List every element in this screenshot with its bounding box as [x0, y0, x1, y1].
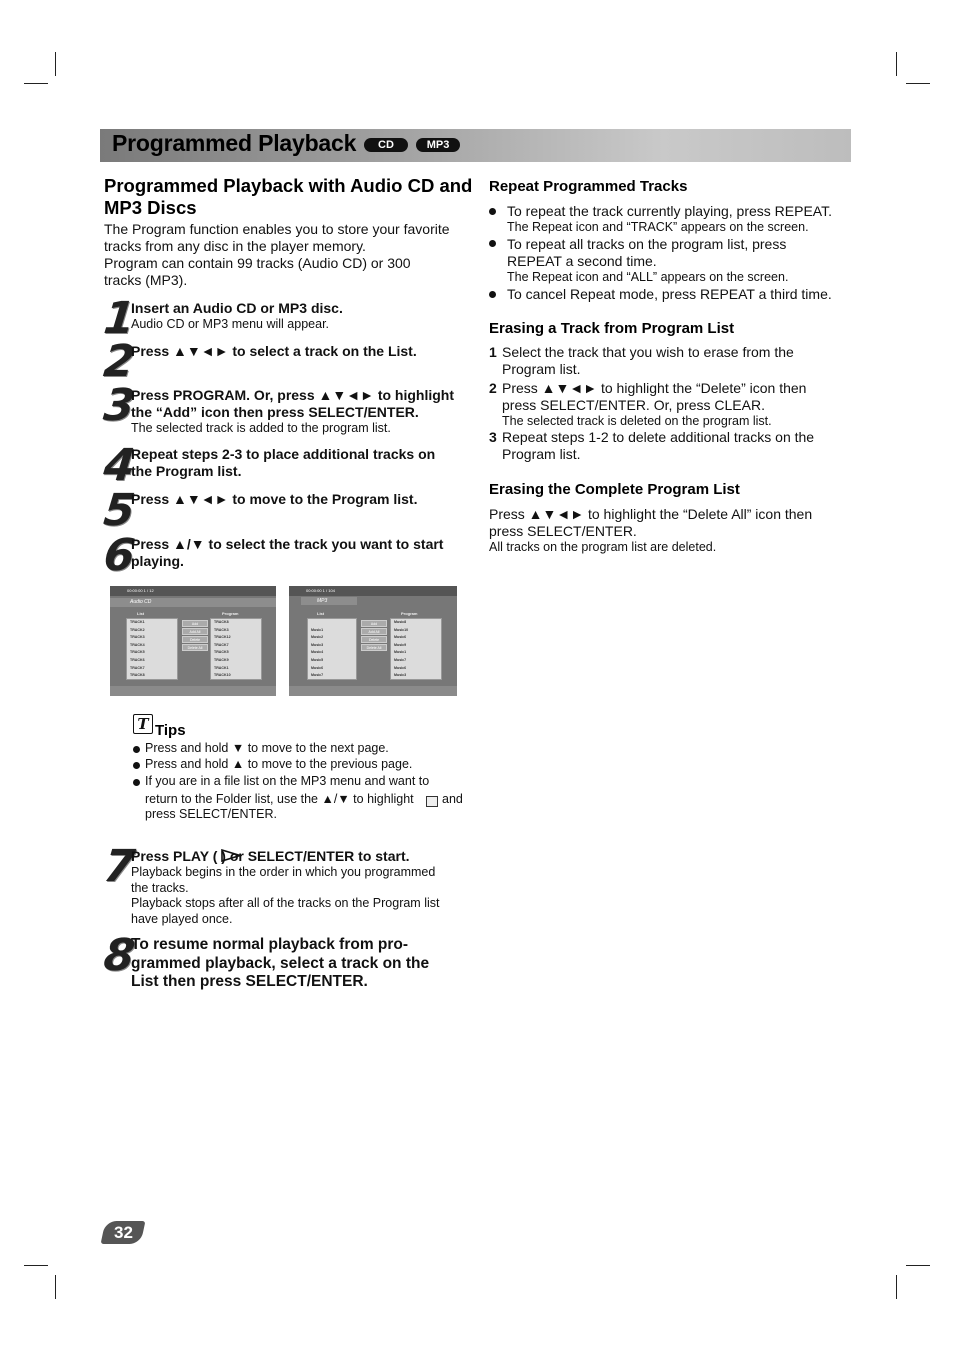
- step-instruction: grammed playback, select a track on the: [131, 954, 430, 972]
- program-list: [210, 618, 262, 680]
- list-item: Music2: [311, 635, 324, 640]
- erase-all-body: [489, 506, 849, 556]
- crop-mark: [24, 83, 48, 84]
- tip-item: Press and hold ▲ to move to the previous page.: [145, 757, 413, 771]
- step-instruction: To resume normal playback from pro-: [131, 936, 409, 953]
- list-item: Music6: [311, 665, 324, 670]
- program-item: Music6: [394, 635, 407, 640]
- tips-title: Tips: [155, 722, 186, 739]
- repeat-item: To repeat all tracks on the program list, press: [507, 236, 787, 252]
- program-item: Music9: [394, 642, 407, 647]
- intro-text: [104, 221, 474, 289]
- program-item: Music7: [394, 657, 407, 662]
- list-number: 1: [489, 344, 497, 360]
- track-list: [307, 618, 357, 680]
- crop-mark: [55, 52, 56, 76]
- program-item: Music8: [394, 620, 407, 624]
- step-instruction: List then press SELECT/ENTER.: [131, 973, 368, 990]
- list-item: Music5: [311, 657, 324, 662]
- bullet: [133, 779, 140, 786]
- erase-line: Program list.: [502, 446, 581, 462]
- delete-all-button: Delete All: [182, 644, 208, 651]
- step-number: 7: [101, 841, 136, 892]
- tip-item: If you are in a file list on the MP3 menu and want to: [145, 774, 430, 788]
- step-note: Playback begins in the order in which you programmed: [131, 865, 436, 879]
- intro-line: Program can contain 99 tracks (Audio CD) or 300: [104, 255, 411, 271]
- repeat-item: To repeat the track currently playing, press REPEAT.: [507, 203, 832, 219]
- list-number: 2: [489, 380, 497, 396]
- list-item: TRACK6: [130, 657, 145, 662]
- step-instruction: Insert an Audio CD or MP3 disc.: [131, 300, 343, 316]
- list-item: Music7: [311, 673, 324, 678]
- repeat-note: The Repeat icon and “ALL” appears on the screen.: [507, 270, 789, 284]
- screen-footer: [289, 686, 457, 696]
- program-item: Music3: [394, 673, 407, 678]
- program-item: TRACK3: [214, 627, 229, 632]
- step-number: 8: [101, 930, 136, 981]
- step-5: [131, 491, 471, 508]
- track-list: [126, 618, 178, 680]
- bullet: [489, 240, 496, 247]
- erase-item: [502, 380, 847, 430]
- step-6: [131, 536, 476, 570]
- list-item: Music1: [311, 627, 324, 632]
- mp3-menu-screenshot: [289, 586, 457, 696]
- section-header-bar: [100, 129, 851, 162]
- step-note: Playback stops after all of the tracks on the Program list: [131, 896, 440, 910]
- erase-line: Program list.: [502, 361, 581, 377]
- step-8: [131, 936, 476, 992]
- step-4: [131, 446, 476, 480]
- crop-mark: [906, 1265, 930, 1266]
- crop-mark: [24, 1265, 48, 1266]
- program-item: TRACK9: [214, 657, 229, 662]
- program-item: TRACK12: [214, 635, 231, 640]
- mp3-badge: MP3: [416, 138, 460, 152]
- list-item: Music3: [311, 642, 324, 647]
- step-instruction: Press ▲▼◄► to select a track on the List.: [131, 343, 417, 359]
- step-number: 3: [101, 380, 136, 431]
- step-instruction: Press ▲▼◄► to move to the Program list.: [131, 491, 418, 507]
- step-number: 6: [101, 530, 136, 581]
- folder-up-item: [311, 619, 356, 627]
- crop-mark: [896, 52, 897, 76]
- crop-mark: [896, 1275, 897, 1299]
- erase-track-heading: Erasing a Track from Program List: [489, 320, 735, 337]
- step-instruction: the Program list.: [131, 463, 242, 479]
- erase-all-line: press SELECT/ENTER.: [489, 523, 637, 539]
- page-number: [101, 1221, 146, 1244]
- program-item: TRACK5: [214, 650, 229, 655]
- crop-mark: [55, 1275, 56, 1299]
- repeat-item: To cancel Repeat mode, press REPEAT a third time.: [507, 286, 832, 302]
- erase-all-note: All tracks on the program list are deleted.: [489, 540, 717, 554]
- program-item: Music10: [394, 627, 409, 632]
- disc-type-band: MP3: [301, 597, 357, 605]
- status-bar: 00:00:00 1 / 104: [289, 586, 457, 596]
- intro-line: tracks from any disc in the player memory.: [104, 238, 366, 254]
- erase-line: Press ▲▼◄► to highlight the “Delete” icon then: [502, 380, 807, 396]
- program-item: TRACK7: [214, 642, 229, 647]
- tip-item: and: [442, 792, 463, 806]
- erase-line: Select the track that you wish to erase from the: [502, 344, 794, 360]
- list-number: 3: [489, 429, 497, 445]
- delete-button: Delete: [182, 636, 208, 643]
- add-all-button: Add All: [182, 628, 208, 635]
- list-item: TRACK2: [130, 627, 145, 632]
- list-item: TRACK1: [130, 620, 145, 624]
- program-item: TRACK1: [214, 665, 229, 670]
- folder-up-icon: [426, 796, 438, 807]
- crop-mark: [906, 83, 930, 84]
- step-7: [131, 848, 476, 927]
- step-3: [131, 387, 476, 437]
- cd-badge: CD: [364, 138, 408, 152]
- erase-all-heading: Erasing the Complete Program List: [489, 481, 740, 498]
- tips-icon: T: [133, 714, 153, 734]
- list-item: TRACK7: [130, 665, 145, 670]
- program-item: Music1: [394, 650, 407, 655]
- intro-line: tracks (MP3).: [104, 272, 188, 288]
- list-item: TRACK4: [130, 642, 145, 647]
- step-instruction: Repeat steps 2-3 to place additional tracks on: [131, 446, 436, 462]
- erase-item: [502, 429, 847, 463]
- delete-all-button: Delete All: [361, 644, 387, 651]
- list-label: List: [137, 611, 145, 616]
- step-instruction: playing.: [131, 553, 184, 569]
- erase-note: The selected track is deleted on the program list.: [502, 414, 772, 428]
- erase-line: Repeat steps 1-2 to delete additional tracks on the: [502, 429, 815, 445]
- step-number: 4: [101, 440, 136, 491]
- bullet: [133, 762, 140, 769]
- add-all-button: Add All: [361, 628, 387, 635]
- program-list: [390, 618, 442, 680]
- list-label: List: [317, 611, 325, 616]
- program-label: Program: [222, 611, 239, 616]
- repeat-item: REPEAT a second time.: [507, 253, 657, 269]
- step-note: have played once.: [131, 911, 233, 926]
- program-label: Program: [401, 611, 418, 616]
- repeat-note: The Repeat icon and “TRACK” appears on the screen.: [507, 220, 809, 234]
- bullet: [489, 208, 496, 215]
- section-heading: Programmed Playback with Audio CD and MP3 Discs: [104, 175, 473, 218]
- erase-item: [502, 344, 847, 378]
- list-item: TRACK3: [130, 635, 145, 640]
- tip-item: return to the Folder list, use the ▲/▼ to highlight: [145, 792, 414, 806]
- page-number-text: 32: [113, 1223, 133, 1242]
- step-1: [131, 300, 471, 333]
- add-button: Add: [182, 620, 208, 627]
- erase-line: press SELECT/ENTER. Or, press CLEAR.: [502, 397, 765, 413]
- step-note: the tracks.: [131, 880, 189, 895]
- step-instruction: Press PLAY ( ) or SELECT/ENTER to start.: [131, 848, 410, 864]
- audio-cd-menu-screenshot: [110, 586, 276, 696]
- step-number: 1: [101, 293, 136, 344]
- delete-button: Delete: [361, 636, 387, 643]
- repeat-heading: Repeat Programmed Tracks: [489, 178, 688, 195]
- tip-item: Press and hold ▼ to move to the next page.: [145, 741, 389, 755]
- step-number: 2: [101, 336, 136, 387]
- screen-footer: [110, 686, 276, 696]
- bullet: [133, 746, 140, 753]
- list-item: TRACK8: [130, 673, 145, 678]
- status-bar: 00:00:00 1 / 12: [110, 586, 276, 596]
- erase-all-line: Press ▲▼◄► to highlight the “Delete All” icon then: [489, 506, 813, 522]
- tip-item: press SELECT/ENTER.: [145, 807, 277, 821]
- step-number: 5: [101, 485, 136, 536]
- step-instruction: Press PROGRAM. Or, press ▲▼◄► to highlight: [131, 387, 455, 403]
- step-note: The selected track is added to the program list.: [131, 421, 391, 435]
- program-item: Music6: [394, 665, 407, 670]
- program-item: TRACK10: [214, 673, 231, 678]
- play-icon: [221, 849, 242, 862]
- step-note: Audio CD or MP3 menu will appear.: [131, 317, 330, 331]
- add-button: Add: [361, 620, 387, 627]
- step-instruction: Press ▲/▼ to select the track you want to start: [131, 536, 444, 552]
- bullet: [489, 291, 496, 298]
- page-title: Programmed Playback: [112, 130, 357, 156]
- step-2: [131, 343, 471, 360]
- list-item: TRACK5: [130, 650, 145, 655]
- list-item: Music4: [311, 650, 324, 655]
- intro-line: The Program function enables you to store your favorite: [104, 221, 450, 237]
- step-instruction: the “Add” icon then press SELECT/ENTER.: [131, 404, 419, 420]
- program-item: TRACK8: [214, 620, 229, 624]
- disc-type-band: Audio CD: [110, 598, 276, 607]
